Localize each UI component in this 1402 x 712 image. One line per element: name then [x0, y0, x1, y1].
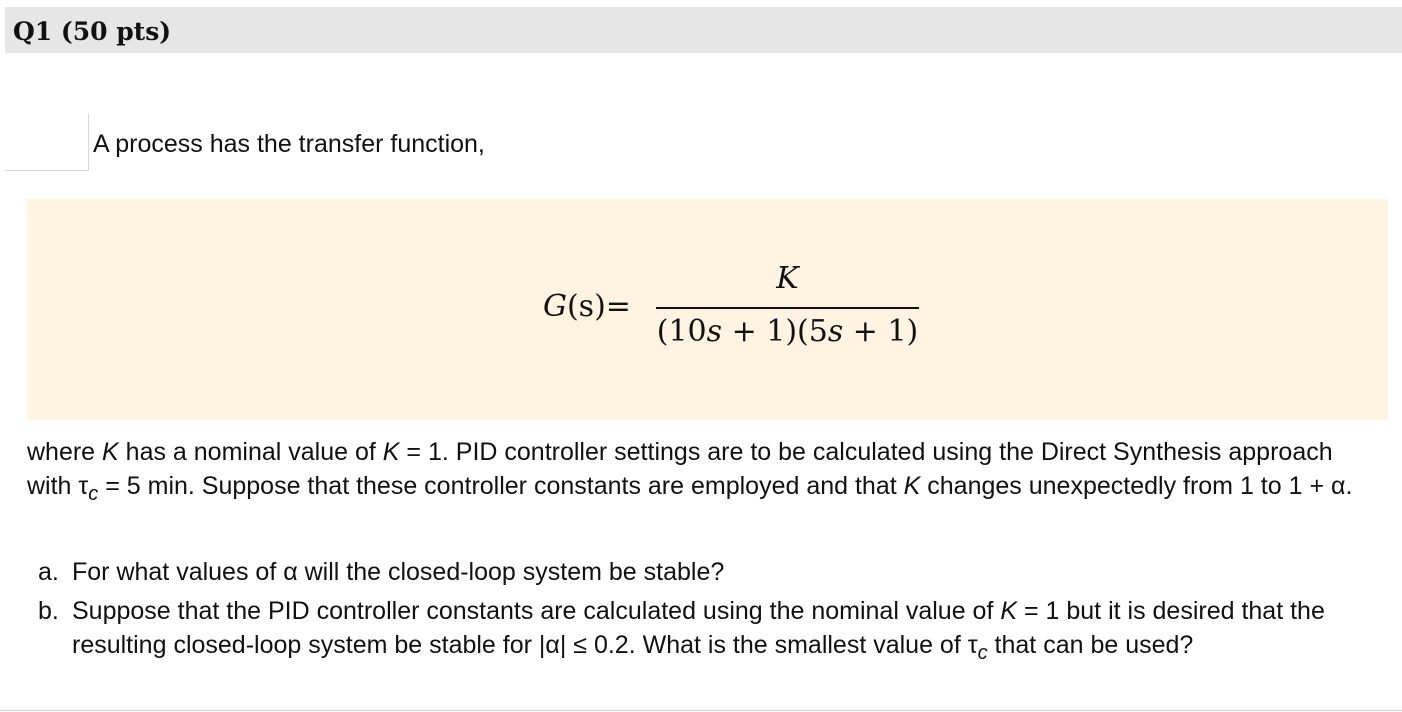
item-b-text-3: that can be used?: [987, 631, 1194, 659]
item-marker: a.: [38, 558, 59, 586]
para-text-1: where: [27, 438, 103, 466]
problem-paragraph: [27, 435, 1377, 503]
question-list: [38, 555, 1383, 667]
tau-subscript: c: [977, 642, 988, 664]
den-part-1a: (10: [656, 314, 707, 349]
bottom-divider: [0, 710, 1402, 711]
list-item-b: [38, 594, 1383, 662]
intro-text: A process has the transfer function,: [93, 130, 485, 158]
equation-box: [27, 199, 1388, 420]
den-var-1: s: [706, 314, 723, 349]
var-k: K: [1000, 597, 1018, 625]
fraction-numerator: K: [776, 261, 799, 296]
para-text-4: = 5 min. Suppose that these controller constants are employed and that: [98, 472, 904, 500]
var-k: K: [102, 438, 119, 466]
question-title: Q1 (50 pts): [13, 17, 172, 46]
item-a-text: For what values of α will the closed-loop system be stable?: [72, 558, 725, 586]
item-b-text: [72, 594, 1383, 662]
item-b-text-2: = 1 but it is desired that the resulting closed-loop system be stable for |α| ≤ 0.2. What is the smallest value of τ: [72, 597, 1325, 659]
question-header: [5, 7, 1402, 53]
para-text-3: = 1. PID controller settings are to be calculated using the Direct Synthesis approach with τ: [27, 438, 1333, 500]
equation-lhs: [543, 289, 631, 324]
var-k: K: [903, 472, 921, 500]
fraction-bar: [656, 307, 919, 309]
image-placeholder-box: [5, 114, 89, 171]
para-text-5: changes unexpectedly from 1 to 1 + α.: [920, 472, 1353, 500]
equation-lhs-arg: (s)=: [566, 289, 631, 324]
item-marker: b.: [38, 597, 59, 625]
var-k: K: [382, 438, 400, 466]
fraction-denominator: [656, 314, 919, 349]
equation-lhs-symbol: G: [543, 289, 567, 324]
para-text-2: has a nominal value of: [118, 438, 383, 466]
den-var-2: s: [827, 314, 844, 349]
tau-subscript: c: [88, 483, 99, 505]
den-part-1b: + 1)(5: [722, 314, 828, 349]
item-b-text-1: Suppose that the PID controller constants are calculated using the nominal value of: [72, 597, 1001, 625]
den-part-2: + 1): [843, 314, 919, 349]
list-item-a: [38, 555, 1383, 589]
